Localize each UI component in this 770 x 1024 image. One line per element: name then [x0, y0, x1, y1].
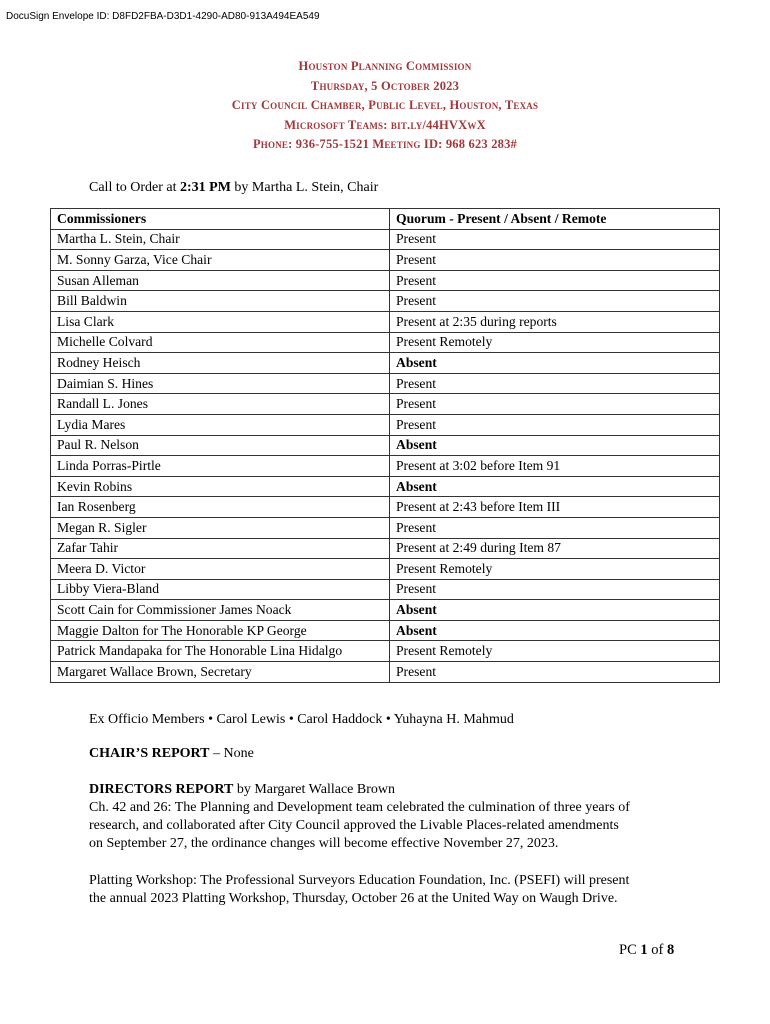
commissioner-name: Paul R. Nelson — [51, 435, 390, 456]
table-row — [51, 600, 720, 621]
commissioner-name: Linda Porras-Pirtle — [51, 456, 390, 477]
table-row — [51, 332, 720, 353]
table-row — [51, 414, 720, 435]
table-row — [51, 559, 720, 580]
quorum-status: Present — [390, 662, 720, 683]
quorum-status: Present — [390, 229, 720, 250]
header-teams-link[interactable]: Microsoft Teams: bit.ly/44HVXwX — [284, 117, 486, 132]
commissioner-name: Libby Viera-Bland — [51, 579, 390, 600]
commissioner-name: Ian Rosenberg — [51, 497, 390, 518]
header-date: Thursday, 5 October 2023 — [310, 78, 460, 93]
quorum-status: Present at 2:43 before Item III — [390, 497, 720, 518]
commissioner-name: M. Sonny Garza, Vice Chair — [51, 250, 390, 271]
quorum-status: Present — [390, 517, 720, 538]
platting-line: Platting Workshop: The Professional Surveyors Education Foundation, Inc. (PSEFI) will present — [89, 873, 630, 888]
quorum-status: Present — [390, 394, 720, 415]
quorum-status: Absent — [390, 600, 720, 621]
page-of: of — [647, 942, 667, 958]
platting-workshop — [89, 872, 629, 908]
page-number — [619, 942, 674, 959]
table-row — [51, 579, 720, 600]
commissioner-name: Bill Baldwin — [51, 291, 390, 312]
directors-report-line: Ch. 42 and 26: The Planning and Development team celebrated the culmination of three years of — [89, 800, 630, 815]
page-total: 8 — [666, 942, 675, 958]
call-prefix: Call to Order at — [89, 180, 180, 195]
commissioner-name: Rodney Heisch — [51, 353, 390, 374]
commissioner-name: Megan R. Sigler — [51, 517, 390, 538]
commissioner-name: Susan Alleman — [51, 270, 390, 291]
table-row — [51, 517, 720, 538]
table-row — [51, 497, 720, 518]
commissioner-name: Maggie Dalton for The Honorable KP George — [51, 620, 390, 641]
quorum-status: Present — [390, 373, 720, 394]
platting-line: the annual 2023 Platting Workshop, Thursday, October 26 at the United Way on Waugh Drive. — [89, 891, 618, 906]
commissioner-name: Lisa Clark — [51, 311, 390, 332]
commissioner-name: Kevin Robins — [51, 476, 390, 497]
directors-report-line: on September 27, the ordinance changes will become effective November 27, 2023. — [89, 836, 559, 851]
table-row — [51, 435, 720, 456]
table-row — [51, 270, 720, 291]
quorum-status: Present Remotely — [390, 641, 720, 662]
table-row — [51, 291, 720, 312]
table-row — [51, 373, 720, 394]
col-quorum: Quorum - Present / Absent / Remote — [390, 209, 720, 230]
header-commission: Houston Planning Commission — [298, 59, 472, 73]
table-header-row — [51, 209, 720, 230]
quorum-table — [50, 208, 720, 683]
meeting-header — [0, 57, 770, 155]
table-row — [51, 353, 720, 374]
table-row — [51, 641, 720, 662]
table-row — [51, 250, 720, 271]
table-row — [51, 456, 720, 477]
commissioner-name: Scott Cain for Commissioner James Noack — [51, 600, 390, 621]
commissioner-name: Lydia Mares — [51, 414, 390, 435]
table-row — [51, 476, 720, 497]
quorum-status: Present Remotely — [390, 559, 720, 580]
commissioner-name: Zafar Tahir — [51, 538, 390, 559]
commissioner-name: Daimian S. Hines — [51, 373, 390, 394]
directors-report-label: DIRECTORS REPORT — [89, 782, 234, 797]
commissioner-name: Patrick Mandapaka for The Honorable Lina Hidalgo — [51, 641, 390, 662]
quorum-status: Present — [390, 270, 720, 291]
quorum-status: Absent — [390, 620, 720, 641]
table-row — [51, 311, 720, 332]
call-to-order — [89, 180, 378, 196]
table-row — [51, 538, 720, 559]
call-time: 2:31 PM — [179, 180, 231, 195]
chairs-report — [89, 745, 254, 763]
ex-officio-members: Ex Officio Members • Carol Lewis • Carol Haddock • Yuhayna H. Mahmud — [89, 712, 514, 727]
quorum-status: Present — [390, 579, 720, 600]
directors-report — [89, 781, 630, 853]
commissioner-name: Randall L. Jones — [51, 394, 390, 415]
commissioner-name: Michelle Colvard — [51, 332, 390, 353]
chairs-report-text: – None — [209, 746, 254, 761]
table-row — [51, 620, 720, 641]
quorum-status: Present at 3:02 before Item 91 — [390, 456, 720, 477]
quorum-status: Absent — [390, 476, 720, 497]
table-row — [51, 662, 720, 683]
directors-report-line: research, and collaborated after City Council approved the Livable Places-related amendments — [89, 818, 619, 833]
commissioner-name: Meera D. Victor — [51, 559, 390, 580]
page-prefix: PC — [619, 942, 641, 958]
chairs-report-label: CHAIR’S REPORT — [89, 746, 210, 761]
quorum-status: Present — [390, 250, 720, 271]
table-row — [51, 229, 720, 250]
quorum-status: Present at 2:49 during Item 87 — [390, 538, 720, 559]
directors-report-by: by Margaret Wallace Brown — [233, 782, 395, 797]
col-commissioners: Commissioners — [51, 209, 390, 230]
page-current: 1 — [640, 942, 648, 958]
commissioner-name: Margaret Wallace Brown, Secretary — [51, 662, 390, 683]
quorum-status: Present at 2:35 during reports — [390, 311, 720, 332]
table-row — [51, 394, 720, 415]
quorum-status: Absent — [390, 353, 720, 374]
header-location: City Council Chamber, Public Level, Houston, Texas — [231, 98, 539, 112]
quorum-status: Absent — [390, 435, 720, 456]
quorum-status: Present Remotely — [390, 332, 720, 353]
quorum-status: Present — [390, 414, 720, 435]
docusign-envelope-id: DocuSign Envelope ID: D8FD2FBA-D3D1-4290-AD80-913A494EA549 — [6, 11, 320, 22]
commissioner-name: Martha L. Stein, Chair — [51, 229, 390, 250]
quorum-status: Present — [390, 291, 720, 312]
header-phone: Phone: 936-755-1521 Meeting ID: 968 623 283# — [252, 137, 518, 151]
call-suffix: by Martha L. Stein, Chair — [230, 180, 379, 195]
